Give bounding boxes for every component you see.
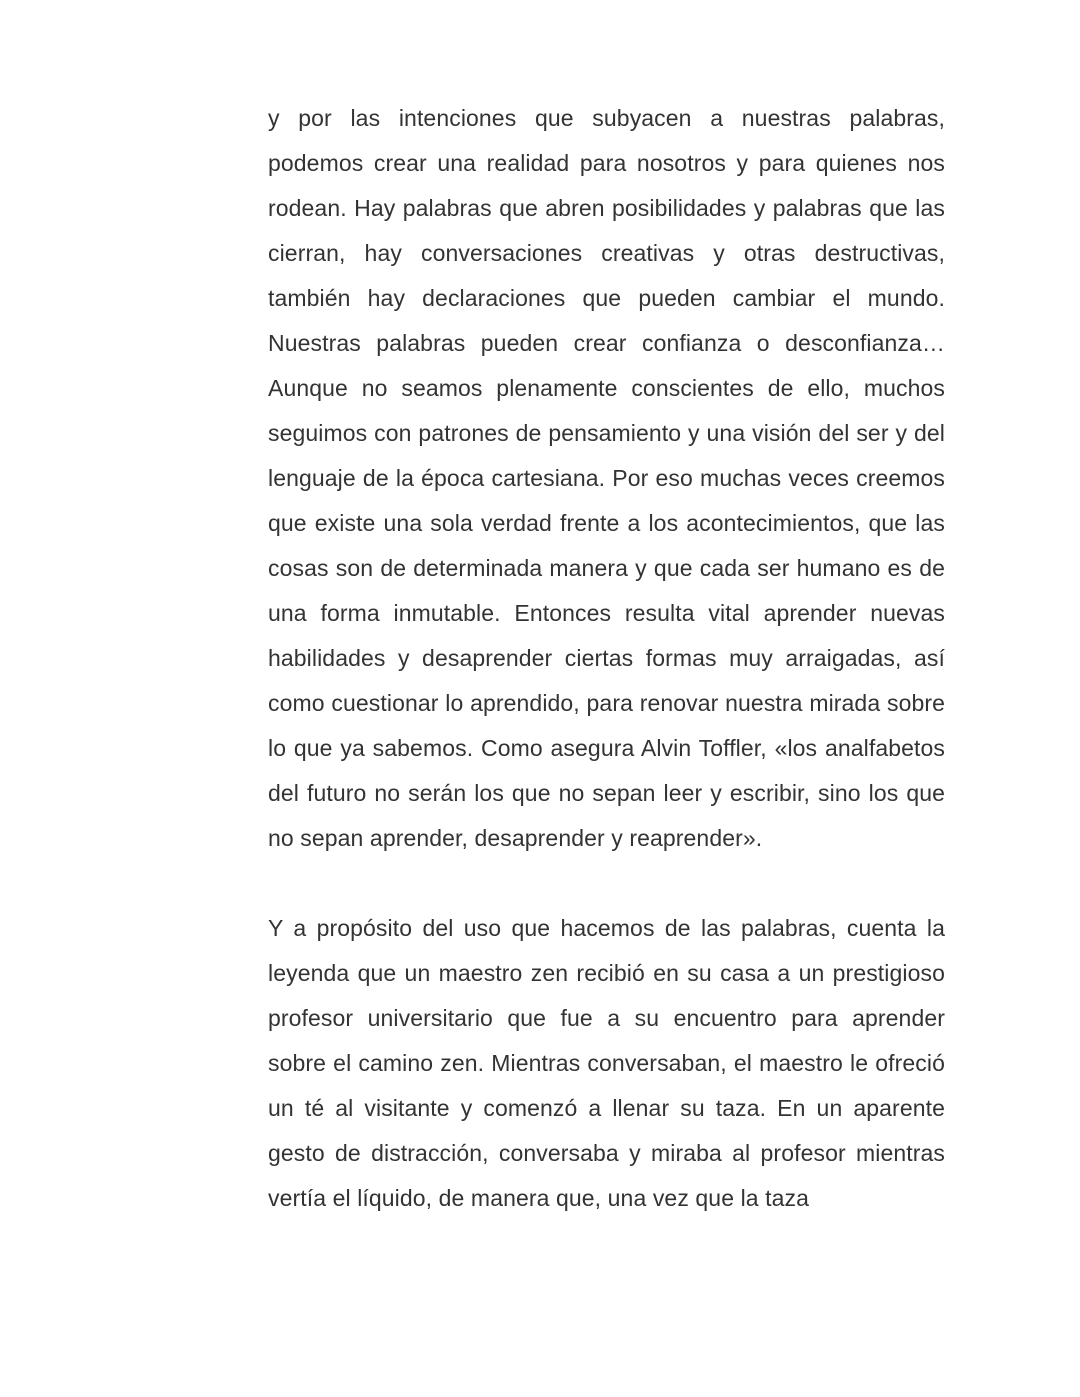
text-column bbox=[268, 96, 945, 1221]
paragraph-words-create-reality: y por las intenciones que subyacen a nuestras palabras, podemos crear una realidad para nosotros y para quienes nos rodean. Hay palabras que abren posibilidades y palabras que las cierran, hay conversaciones creativas y otras destructivas, también hay declaraciones que pueden cambiar el mundo. Nuestras palabras pueden crear confianza o desconfianza… Aunque no seamos plenamente conscientes de ello, muchos seguimos con patrones de pensamiento y una visión del ser y del lenguaje de la época cartesiana. Por eso muchas veces creemos que existe una sola verdad frente a los acontecimientos, que las cosas son de determinada manera y que cada ser humano es de una forma inmutable. Entonces resulta vital aprender nuevas habilidades y desaprender ciertas formas muy arraigadas, así como cuestionar lo aprendido, para renovar nuestra mirada sobre lo que ya sabemos. Como asegura Alvin Toffler, «los analfabetos del futuro no serán los que no sepan leer y escribir, sino los que no sepan aprender, desaprender y reaprender». bbox=[268, 105, 945, 851]
paragraph-zen-master-story: Y a propósito del uso que hacemos de las palabras, cuenta la leyenda que un maestro zen recibió en su casa a un prestigioso profesor universitario que fue a su encuentro para aprender sobre el camino zen. Mientras conversaban, el maestro le ofreció un té al visitante y comenzó a llenar su taza. En un aparente gesto de distracción, conversaba y miraba al profesor mientras vertía el líquido, de manera que, una vez que la taza bbox=[268, 915, 945, 1211]
